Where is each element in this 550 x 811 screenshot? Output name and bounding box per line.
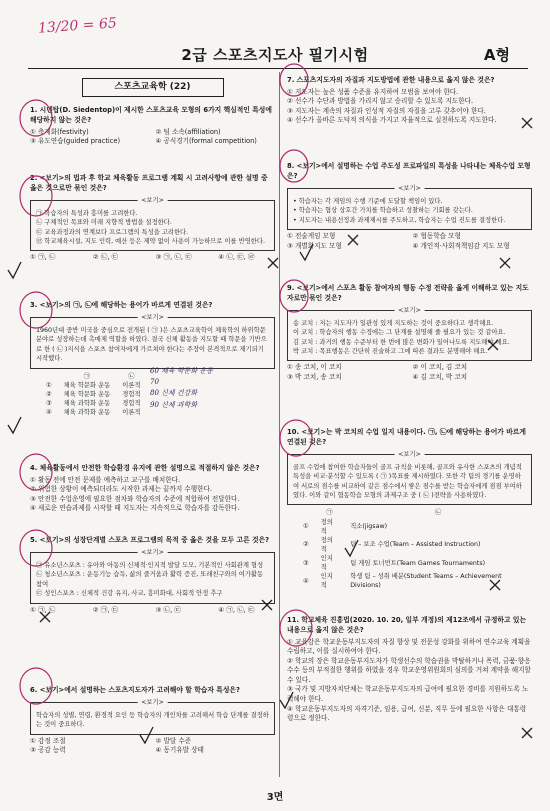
table-row[interactable]: ④ 인지적 학생 팀 – 성취 배분(Student Teams – Achievement Divisions) — [303, 573, 502, 590]
bogi-label: <보기> — [394, 450, 425, 459]
option[interactable]: ② 선수가 수단과 방법을 가리지 않고 승리할 수 있도록 지도한다. — [287, 97, 474, 106]
header-rule — [28, 68, 528, 69]
question-stem: 8. <보기>에서 설명하는 수업 주도성 프로파일의 특성을 나타내는 체육수업 모형은? — [287, 162, 531, 180]
option[interactable]: ① 전술게임 모형 — [287, 232, 336, 240]
bogi-box — [287, 184, 532, 230]
bogi-item: ㉠ 학습자의 특성과 흥미를 고려한다. — [36, 209, 138, 217]
question-stem: 4. 체육활동에서 안전한 학습환경 유지에 관한 설명으로 적절하지 않은 것은? — [30, 464, 260, 472]
bogi-item: ㉠ 유소년스포츠 : 유아와 아동의 신체적·인지적 발달 도모, 기본적인 사회관계 형성 — [36, 561, 264, 569]
option[interactable]: ③ 공감 능력 — [30, 746, 66, 755]
option[interactable]: ③ 개별화지도 모형 — [287, 241, 342, 250]
col-head: ㉡ — [128, 372, 135, 380]
option[interactable]: ④ 개인적·사회적책임감 지도 모형 — [412, 241, 510, 250]
check-mark — [8, 262, 21, 278]
col-head: ㉠ — [83, 372, 91, 380]
bogi-item: ㉢ 성인스포츠 : 신체적 건강 유지, 사교, 흥미화대, 사회적 안정 추구 — [36, 590, 223, 598]
options — [30, 128, 275, 147]
question-10 — [287, 428, 532, 591]
bogi-box — [30, 698, 275, 735]
exam-title: 2급 스포츠지도사 필기시험 — [181, 46, 369, 64]
col-head: ㉠ — [326, 509, 333, 517]
bogi-text: 1960년대 중반 미국을 중심으로 전개된 ( ㉠ )은 스포츠교육학이 체육학의 하위학문 분야로 성장하는데 촉매제 역할을 하였다. 결국 신체 활동을 지도할 때 학문을 기반으로 한 ( ㉡ )지식을 스포츠 참여자에게 가르쳐야 한다는 주장이 본격적으로 제기되기 시작했다. — [36, 326, 267, 363]
option[interactable]: ② 위험한 상황이 예측되더라도 시작한 과제는 끝까지 수행한다. — [30, 485, 212, 494]
options — [30, 737, 275, 756]
bogi-box — [30, 196, 275, 252]
question-7 — [287, 76, 532, 126]
question-stem: 9. <보기>에서 스포츠 활동 참여자의 행동 수정 전략을 옳게 이해하고 있는 지도자로만 묶인 것은? — [287, 284, 529, 302]
option[interactable]: ① 지도자는 높은 성품 수준을 유지하여 모범을 보여야 한다. — [287, 87, 459, 96]
question-stem: 10. <보기>는 박 코치의 수업 일지 내용이다. ㉠, ㉡에 해당하는 용어가 바르게 연결된 것은? — [287, 428, 526, 446]
page-number: 3면 — [266, 792, 284, 803]
bogi-item: ㉡ 청소년스포츠 : 운동기능 습득, 삶의 즐거움과 활력 증진, 또래친구와의 여가활동 참여 — [36, 571, 264, 588]
question-8 — [287, 162, 532, 251]
question-5 — [30, 536, 275, 615]
option[interactable]: ① 송 코치, 이 코치 — [287, 363, 342, 372]
option[interactable]: ③ 유도연습(guided practice) — [30, 137, 121, 146]
ink-note: 80 신체 건강화 — [150, 389, 198, 398]
bogi-item: • 학습자는 각 게임의 수행 기준에 도달할 책임이 있다. — [293, 197, 443, 205]
option[interactable]: ④ 동기유발 상태 — [155, 746, 204, 755]
bogi-item: ㉡ 구체적인 목표와 미래 지향적 방법을 설정한다. — [36, 219, 172, 227]
option[interactable]: ① ㉠, ㉡ — [30, 253, 56, 262]
question-stem: 5. <보기>의 성장단계별 스포츠 프로그램의 목적 중 옳은 것을 모두 고른 것은? — [30, 536, 270, 544]
option[interactable]: ③ ㉠, ㉡, ㉢ — [155, 253, 192, 262]
question-stem: 11. 학교체육 진흥법(2020. 10. 20, 일부 개정)의 제12조에서 규정하고 있는 내용으로 옳지 않은 것은? — [287, 616, 527, 634]
option[interactable]: ① 축제화(festivity) — [30, 127, 89, 136]
option[interactable]: ④ ㉠, ㉡, ㉢ — [218, 605, 255, 614]
column-divider — [279, 72, 280, 777]
subject-title: 스포츠교육학 (22) — [82, 78, 224, 97]
options — [287, 232, 532, 251]
option[interactable]: ① ㉠, ㉡ — [30, 605, 56, 614]
bogi-label: <보기> — [137, 548, 168, 557]
table-row[interactable]: ② 체육 학문화 운동 경험적 — [46, 390, 141, 398]
bogi-item: 김 코치 : 과거의 행동 수준부터 한 번에 많은 변화가 일어나도록 지도해야 해요. — [293, 338, 510, 346]
question-9 — [287, 284, 532, 383]
option[interactable]: ② 발달 수준 — [155, 736, 192, 745]
ink-note: 90 신체 과학화 — [150, 400, 198, 409]
question-stem: 7. 스포츠지도자의 자질과 지도방법에 관한 내용으로 옳지 않은 것은? — [287, 76, 495, 84]
bogi-item: ㉢ 교육과정과의 연계보다 프로그램의 특성을 고려한다. — [36, 228, 189, 236]
option[interactable]: ④ ㉡, ㉢, ㉣ — [218, 253, 255, 262]
bogi-item: • 학습자는 협상 상호간 가치를 학습하고 성찰하는 기회를 갖는다. — [293, 207, 473, 215]
options — [30, 253, 275, 263]
bogi-box — [30, 313, 275, 369]
option[interactable]: ④ 새로운 연습과제를 시작할 때 지도자는 지속적으로 학습자를 감독한다. — [30, 504, 240, 513]
option[interactable]: ② 협동학습 모형 — [412, 232, 461, 240]
option[interactable]: ④ 김 코치, 박 코치 — [412, 372, 468, 381]
table-row[interactable]: ③ 체육 과학화 운동 경험적 — [46, 399, 141, 407]
option[interactable]: ③ ㉡, ㉢ — [155, 605, 181, 614]
option[interactable]: ① 교육감은 학교운동부지도자의 자질 향상 및 전문성 강화를 위하여 연수교육 계획을 수립하고, 이를 실시하여야 한다. — [287, 637, 531, 656]
question-11 — [287, 616, 532, 724]
option[interactable]: ④ 학교운동부지도자의 자격기준, 임용, 급여, 신분, 직무 등에 필요한 사항은 대통령령으로 정한다. — [287, 704, 527, 723]
question-stem: 2. <보기>의 법과 후 학교 체육활동 프로그램 계획 시 고려사항에 관한 설명 중 옳은 것으로만 묶인 것은? — [30, 174, 268, 192]
bogi-label: <보기> — [394, 306, 425, 315]
bogi-item: 이 코치 : 학습자의 행동 수정에는 그 단계를 설명해 줄 필요가 있는 것 같아요. — [293, 329, 506, 337]
x-mark — [522, 728, 532, 738]
table-row[interactable]: ② 정의적 팀 – 보조 수업(Team – Assisted Instruction) — [303, 536, 481, 553]
answer-table — [297, 508, 532, 590]
bogi-label: <보기> — [137, 196, 168, 205]
option[interactable]: ④ 공식경기(formal competition) — [155, 137, 257, 146]
options — [30, 606, 275, 616]
question-4 — [30, 464, 275, 514]
question-1 — [30, 106, 275, 147]
table-row[interactable]: ④ 체육 과학화 운동 이론적 — [46, 409, 141, 417]
options — [30, 476, 275, 514]
table-row[interactable]: ③ 인지적 팀 게임 토너먼트(Team Games Tournaments) — [303, 555, 486, 572]
bogi-item: ㉣ 학교체육시설, 지도 인력, 예산 등은 제약 없이 사용이 가능하므로 이를 반영한다. — [36, 238, 265, 245]
bogi-label: <보기> — [394, 184, 425, 193]
bogi-label: <보기> — [137, 698, 168, 707]
option[interactable]: ③ 안전한 수업운영에 필요한 점차와 학습자의 수준에 적합하여 전달한다. — [30, 494, 240, 503]
bogi-label: <보기> — [137, 313, 168, 322]
ink-note: 60 체육 학문화 운동 — [150, 367, 213, 375]
option[interactable]: ③ 국가 및 지방자치단체는 학교운동부지도자의 급여에 필요한 경비를 지원하도록 노력해야 한다. — [287, 685, 529, 703]
option[interactable]: ② 팀 소속(affiliation) — [155, 127, 221, 136]
exam-header — [0, 40, 550, 70]
answer-table — [40, 372, 147, 418]
bogi-box — [30, 548, 275, 604]
table-row[interactable]: ① 정의적 직소(jigsaw) — [303, 518, 388, 535]
bogi-box — [287, 306, 532, 362]
bogi-item: 송 코치 : 저는 지도자가 일관성 있게 지도하는 것이 중요하다고 생각해요. — [293, 319, 494, 327]
question-stem: 1. 시덴탑(D. Siedentop)이 제시한 스포츠교육 모형의 6가지 핵심적인 특성에 해당하지 않는 것은? — [30, 106, 272, 124]
option[interactable]: ② 학교의 장은 학교운동부지도자가 학생선수의 학습권을 박탈하거나 폭력, 금품·향응 수수 등의 부적절한 행위를 하였을 경우 학교운영위원회의 심의를 거쳐 계약을 해지할 수 있다. — [287, 656, 531, 684]
table-row[interactable]: ① 체육 학문화 운동 이론적 — [46, 381, 141, 389]
options — [287, 638, 532, 724]
question-6 — [30, 686, 275, 756]
options — [287, 88, 532, 126]
bogi-text: 학습자의 성별, 연령, 환경적 요인 등 학습자의 개인차를 고려해서 학습 단계를 결정하는 것이 중요하다. — [36, 711, 269, 729]
question-2 — [30, 174, 275, 263]
option[interactable]: ① 활동 전에 안전 문제를 예측하고 교구를 배치한다. — [30, 475, 181, 484]
x-mark — [500, 258, 510, 268]
ink-note: 70 — [150, 378, 159, 387]
option[interactable]: ③ 지도자는 계속의 자질과 인성적 자질의 자질을 고루 갖추어야 한다. — [287, 106, 486, 115]
handwritten-score: 13/20 = 65 — [37, 15, 118, 37]
option[interactable]: ④ 선수가 올바른 도덕적 의식을 가지고 자율적으로 실천하도록 지도한다. — [287, 116, 497, 125]
bogi-text: 골프 수업에 참여한 학습자들이 골프 규칙을 비롯해, 골프와 유사한 스포츠의 개념적 특성을 비교·분석할 수 있도록 ( ㉠ )목표를 제시하였다. 또한 각 팀의 경기를 운영하여 서로의 점수를 비교하여 같은 점수에서 쌓은 점수를 받는 학습자에게 점점 부여하였다. 이와 같이 협동학습 모형의 과제구조 중 ( ㉡ )전략을 사용하였다. — [293, 463, 522, 499]
question-stem: 6. <보기>에서 설명하는 스포츠지도자가 고려해야 할 학습자 특성은? — [30, 686, 240, 694]
options — [287, 363, 532, 382]
col-head: ㉡ — [434, 509, 442, 517]
option[interactable]: ② 이 코치, 김 코치 — [412, 363, 468, 372]
question-stem: 3. <보기>의 ㉠, ㉡에 해당하는 용어가 바르게 연결된 것은? — [30, 301, 213, 309]
bogi-box — [287, 450, 532, 506]
exam-type: A형 — [483, 46, 510, 64]
bogi-item: • 지도자는 내용선정과 과제제시를 주도하고, 학습자는 수업 진도를 결정한다. — [293, 216, 506, 224]
question-3 — [30, 301, 275, 417]
option[interactable]: ① 감정 조절 — [30, 736, 66, 745]
option[interactable]: ② ㉠, ㉢ — [92, 605, 119, 614]
bogi-item: 박 코치 : 목표행동은 간단히 진술하고 그에 따른 결과도 분명해야 해요. — [293, 348, 488, 355]
option[interactable]: ② ㉡, ㉢ — [92, 253, 119, 262]
option[interactable]: ③ 박 코치, 송 코치 — [287, 372, 342, 381]
check-mark — [8, 417, 21, 433]
